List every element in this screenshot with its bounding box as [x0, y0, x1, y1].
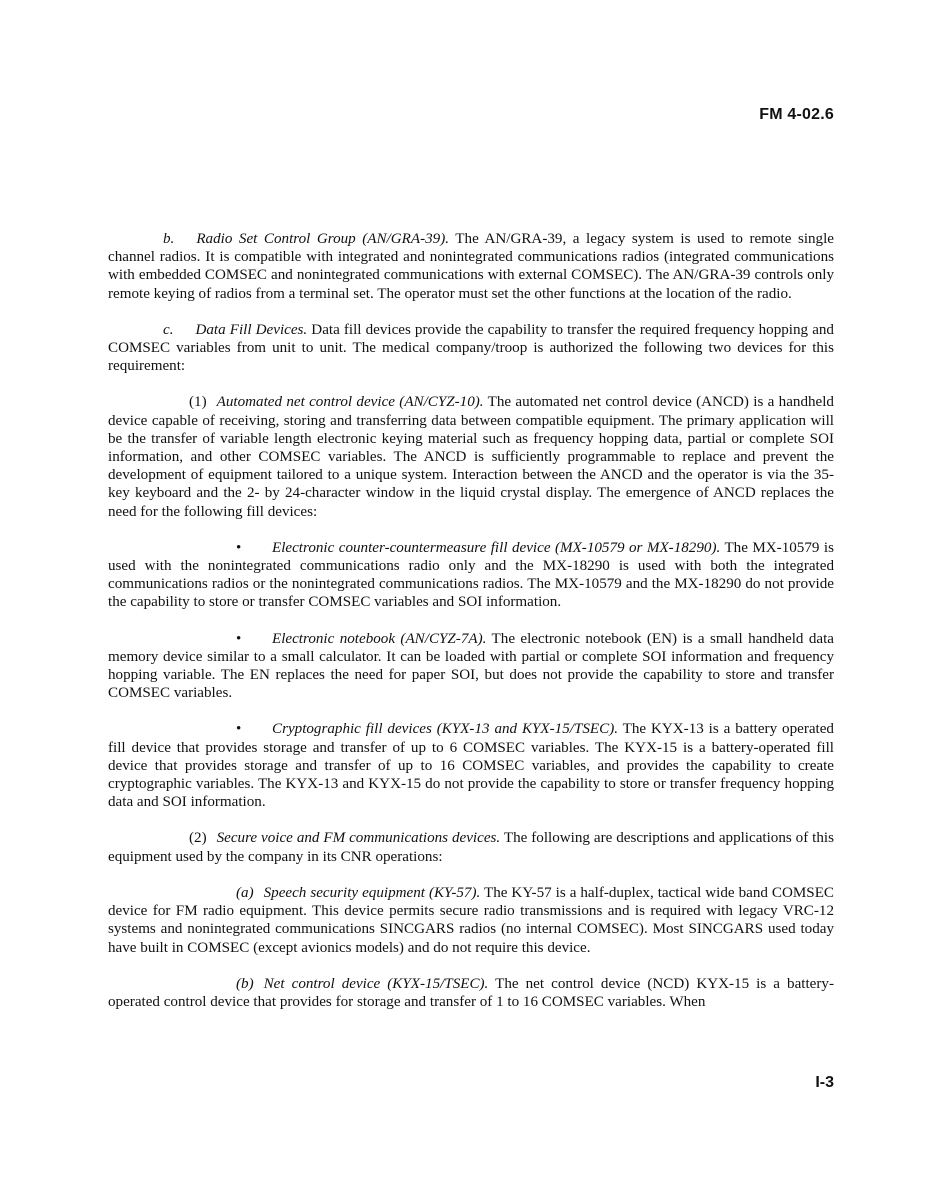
- paragraph-text: The following are descriptions and applications of this equipment used by the company in its CNR operations:: [108, 830, 834, 865]
- paragraph-c2a: [108, 884, 834, 957]
- page-number: I-3: [815, 1074, 834, 1091]
- paragraph-b: [108, 230, 834, 303]
- bullet-title: Electronic counter-countermeasure fill device (MX-10579 or MX-18290).: [272, 539, 721, 556]
- bullet-title: Cryptographic fill devices (KYX-13 and KYX-15/TSEC).: [272, 721, 618, 738]
- bullet-cryptographic-fill-devices: [108, 720, 834, 811]
- bullet-text: The KYX-13 is a battery operated fill device that provides storage and transfer of up to 6 COMSEC variables. The KYX-15 is a battery-operated fill device that provides storage and transfer of up to 16 COMSEC variables, and provides the capability to create cryptographic variables. The KYX-13 and KYX-15 do not provide the capability to store or transfer frequency hopping data and SOI information.: [108, 721, 834, 811]
- paragraph-title: Data Fill Devices.: [195, 321, 308, 338]
- paragraph-title: Secure voice and FM communications devices.: [216, 830, 501, 847]
- paragraph-label: (a): [236, 884, 254, 901]
- paragraph-text: The net control device (NCD) KYX-15 is a battery-operated control device that provides for storage and transfer of 1 to 16 COMSEC variables. When: [108, 975, 834, 1010]
- bullet-icon: •: [236, 630, 242, 647]
- paragraph-c: [108, 321, 834, 376]
- paragraph-label: (2): [189, 830, 207, 847]
- paragraph-label: (b): [236, 975, 254, 992]
- paragraph-title: Net control device (KYX-15/TSEC).: [263, 975, 489, 992]
- paragraph-title: Speech security equipment (KY-57).: [263, 884, 481, 901]
- bullet-ecc-fill-device: [108, 539, 834, 612]
- document-body: [108, 230, 834, 1029]
- paragraph-title: Automated net control device (AN/CYZ-10).: [216, 394, 484, 411]
- paragraph-c2b: [108, 975, 834, 1011]
- paragraph-c2: [108, 829, 834, 865]
- paragraph-text: The AN/GRA-39, a legacy system is used to remote single channel radios. It is compatible with integrated and nonintegrated communications radios (integrated communications with embedded COMSEC and nonintegrated communications with external COMSEC). The AN/GRA-39 controls only remote keying of radios from a terminal set. The operator must set the other functions at the location of the radio.: [108, 231, 834, 302]
- bullet-text: The electronic notebook (EN) is a small handheld data memory device similar to a small calculator. It can be loaded with partial or complete SOI information and frequency hopping variable. The EN replaces the need for paper SOI, but does not provide the capability to store and transfer COMSEC variables.: [108, 630, 835, 702]
- paragraph-label: b.: [163, 231, 175, 247]
- bullet-text: The MX-10579 is used with the nonintegrated communications radio only and the MX-18290 is used with both the integrated communications radios or the nonintegrated communications radios. The MX-10579 and the MX-18290 do not provide the capability to store or transfer COMSEC variables and SOI information.: [108, 539, 834, 611]
- paragraph-text: The automated net control device (ANCD) is a handheld device capable of receiving, storing and transferring data between compatible equipment. The primary application will be the transfer of variable length electronic keying material such as frequency hopping data, partial or complete SOI information, and other COMSEC variables. The ANCD is sufficiently programmable to replace and prevent the development of equipment tailored to a unique system. Interaction between the ANCD and the operator is via the 35-key keyboard and the 2- by 24-character window in the liquid crystal display. The emergence of ANCD replaces the need for the following fill devices:: [108, 394, 834, 520]
- paragraph-label: (1): [189, 394, 207, 411]
- bullet-icon: •: [236, 539, 242, 556]
- bullet-icon: •: [236, 721, 242, 738]
- document-id-header: FM 4-02.6: [759, 106, 834, 123]
- paragraph-text: Data fill devices provide the capability to transfer the required frequency hopping and COMSEC variables from unit to unit. The medical company/troop is authorized the following two devices for this requirement:: [108, 321, 834, 375]
- paragraph-title: Radio Set Control Group (AN/GRA-39).: [196, 231, 450, 247]
- bullet-electronic-notebook: [108, 630, 834, 703]
- paragraph-label: c.: [163, 321, 174, 338]
- paragraph-c1: [108, 393, 834, 520]
- paragraph-text: The KY-57 is a half-duplex, tactical wide band COMSEC device for FM radio equipment. This device permits secure radio transmissions and is required with legacy VRC-12 systems and nonintegrated communications SINCGARS radios (no internal COMSEC). Most SINCGARS used today have built in COMSEC (except avionics models) and do not require this device.: [108, 884, 834, 956]
- bullet-title: Electronic notebook (AN/CYZ-7A).: [272, 630, 487, 647]
